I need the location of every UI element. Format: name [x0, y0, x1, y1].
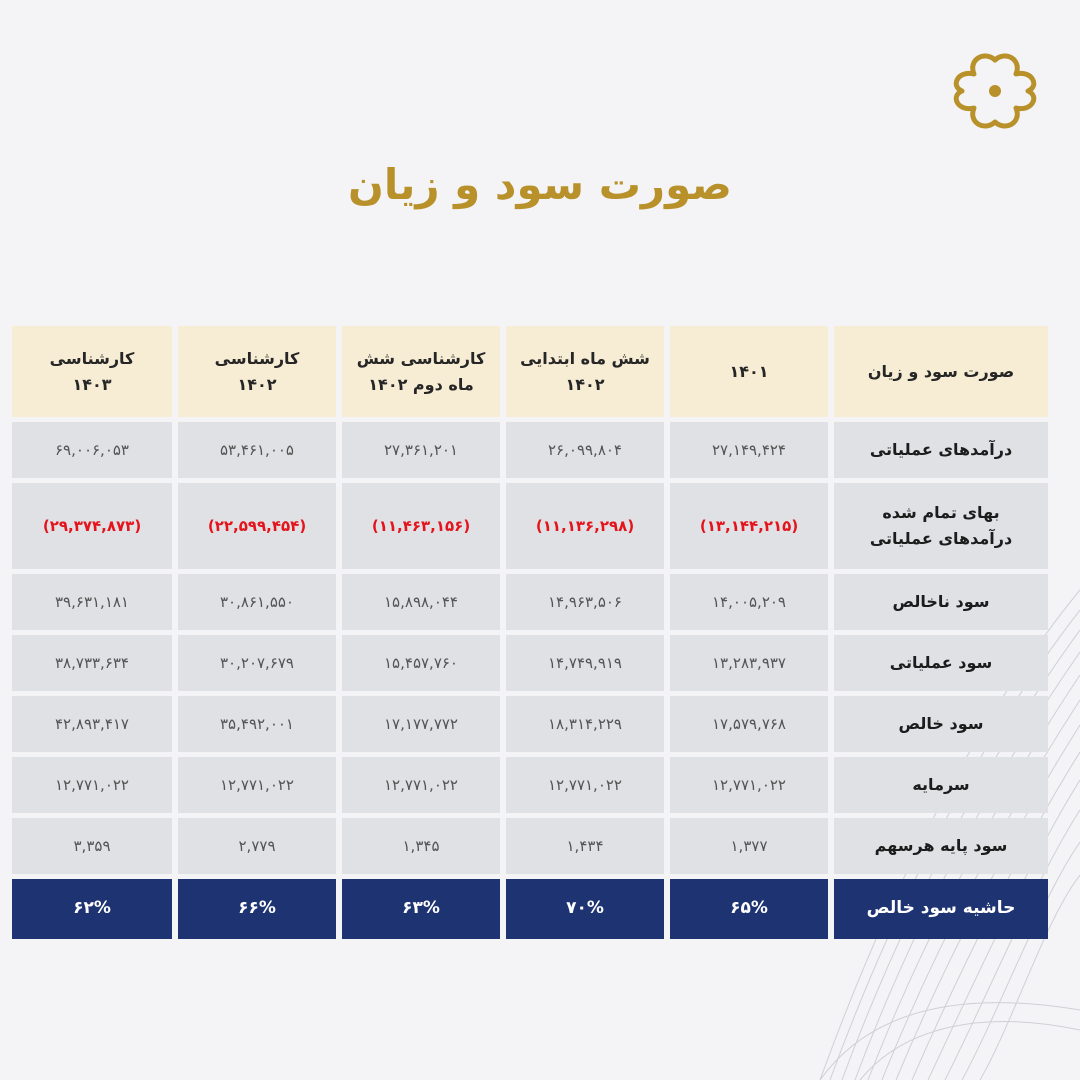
row-label-operating-revenue: درآمدهای عملیاتی — [834, 422, 1048, 478]
table-cell: ۱۵,۸۹۸,۰۴۴ — [342, 574, 500, 630]
table-cell: ۱۳,۲۸۳,۹۳۷ — [670, 635, 828, 691]
header-cell-h2-1402: کارشناسی شش ماه دوم ۱۴۰۲ — [342, 326, 500, 417]
table-cell-negative: (۱۱,۴۶۳,۱۵۶) — [342, 483, 500, 569]
row-label-gross-profit: سود ناخالص — [834, 574, 1048, 630]
table-cell: ۳۵,۴۹۲,۰۰۱ — [178, 696, 336, 752]
header-cell-1402: کارشناسی ۱۴۰۲ — [178, 326, 336, 417]
footer-cell: ۶۵% — [670, 879, 828, 939]
table-cell: ۱۲,۷۷۱,۰۲۲ — [12, 757, 172, 813]
table-cell: ۲۷,۱۴۹,۴۲۴ — [670, 422, 828, 478]
table-cell: ۱۸,۳۱۴,۲۲۹ — [506, 696, 664, 752]
quatrefoil-logo-icon — [952, 48, 1038, 134]
footer-cell: ۶۳% — [342, 879, 500, 939]
table-cell: ۱۵,۴۵۷,۷۶۰ — [342, 635, 500, 691]
table-cell: ۱۲,۷۷۱,۰۲۲ — [178, 757, 336, 813]
footer-cell: ۷۰% — [506, 879, 664, 939]
table-cell: ۲,۷۷۹ — [178, 818, 336, 874]
row-label-eps: سود پایه هرسهم — [834, 818, 1048, 874]
footer-cell: ۶۶% — [178, 879, 336, 939]
table-cell: ۳۰,۸۶۱,۵۵۰ — [178, 574, 336, 630]
table-cell: ۳۰,۲۰۷,۶۷۹ — [178, 635, 336, 691]
header-cell-1403: کارشناسی ۱۴۰۳ — [12, 326, 172, 417]
table-cell: ۱۲,۷۷۱,۰۲۲ — [506, 757, 664, 813]
row-label-capital: سرمایه — [834, 757, 1048, 813]
table-cell: ۳۸,۷۳۳,۶۳۴ — [12, 635, 172, 691]
header-cell-h1-1402: شش ماه ابتدایی ۱۴۰۲ — [506, 326, 664, 417]
table-cell: ۱۷,۵۷۹,۷۶۸ — [670, 696, 828, 752]
table-cell: ۱۲,۷۷۱,۰۲۲ — [342, 757, 500, 813]
table-cell: ۱۴,۷۴۹,۹۱۹ — [506, 635, 664, 691]
table-cell: ۵۳,۴۶۱,۰۰۵ — [178, 422, 336, 478]
table-cell: ۱,۳۴۵ — [342, 818, 500, 874]
table-cell: ۳۹,۶۳۱,۱۸۱ — [12, 574, 172, 630]
row-label-net-profit: سود خالص — [834, 696, 1048, 752]
table-cell: ۲۷,۳۶۱,۲۰۱ — [342, 422, 500, 478]
table-cell: ۱۴,۹۶۳,۵۰۶ — [506, 574, 664, 630]
table-cell: ۱,۴۳۴ — [506, 818, 664, 874]
row-label-operating-profit: سود عملیاتی — [834, 635, 1048, 691]
table-cell: ۱۲,۷۷۱,۰۲۲ — [670, 757, 828, 813]
footer-cell: ۶۲% — [12, 879, 172, 939]
table-cell-negative: (۱۱,۱۳۶,۲۹۸) — [506, 483, 664, 569]
header-cell-1401: ۱۴۰۱ — [670, 326, 828, 417]
table-cell: ۳,۳۵۹ — [12, 818, 172, 874]
page-title: صورت سود و زیان — [347, 160, 733, 209]
table-cell-negative: (۱۳,۱۴۴,۲۱۵) — [670, 483, 828, 569]
income-statement-table — [32, 326, 1048, 939]
table-cell: ۱,۳۷۷ — [670, 818, 828, 874]
table-cell-negative: (۲۹,۳۷۴,۸۷۳) — [12, 483, 172, 569]
table-cell: ۲۶,۰۹۹,۸۰۴ — [506, 422, 664, 478]
footer-label-net-margin: حاشیه سود خالص — [834, 879, 1048, 939]
table-cell: ۱۴,۰۰۵,۲۰۹ — [670, 574, 828, 630]
table-cell-negative: (۲۲,۵۹۹,۴۵۴) — [178, 483, 336, 569]
header-cell-label: صورت سود و زیان — [834, 326, 1048, 417]
row-label-cost-of-revenue: بهای تمام شده درآمدهای عملیاتی — [834, 483, 1048, 569]
table-cell: ۶۹,۰۰۶,۰۵۳ — [12, 422, 172, 478]
table-cell: ۱۷,۱۷۷,۷۷۲ — [342, 696, 500, 752]
table-cell: ۴۲,۸۹۳,۴۱۷ — [12, 696, 172, 752]
